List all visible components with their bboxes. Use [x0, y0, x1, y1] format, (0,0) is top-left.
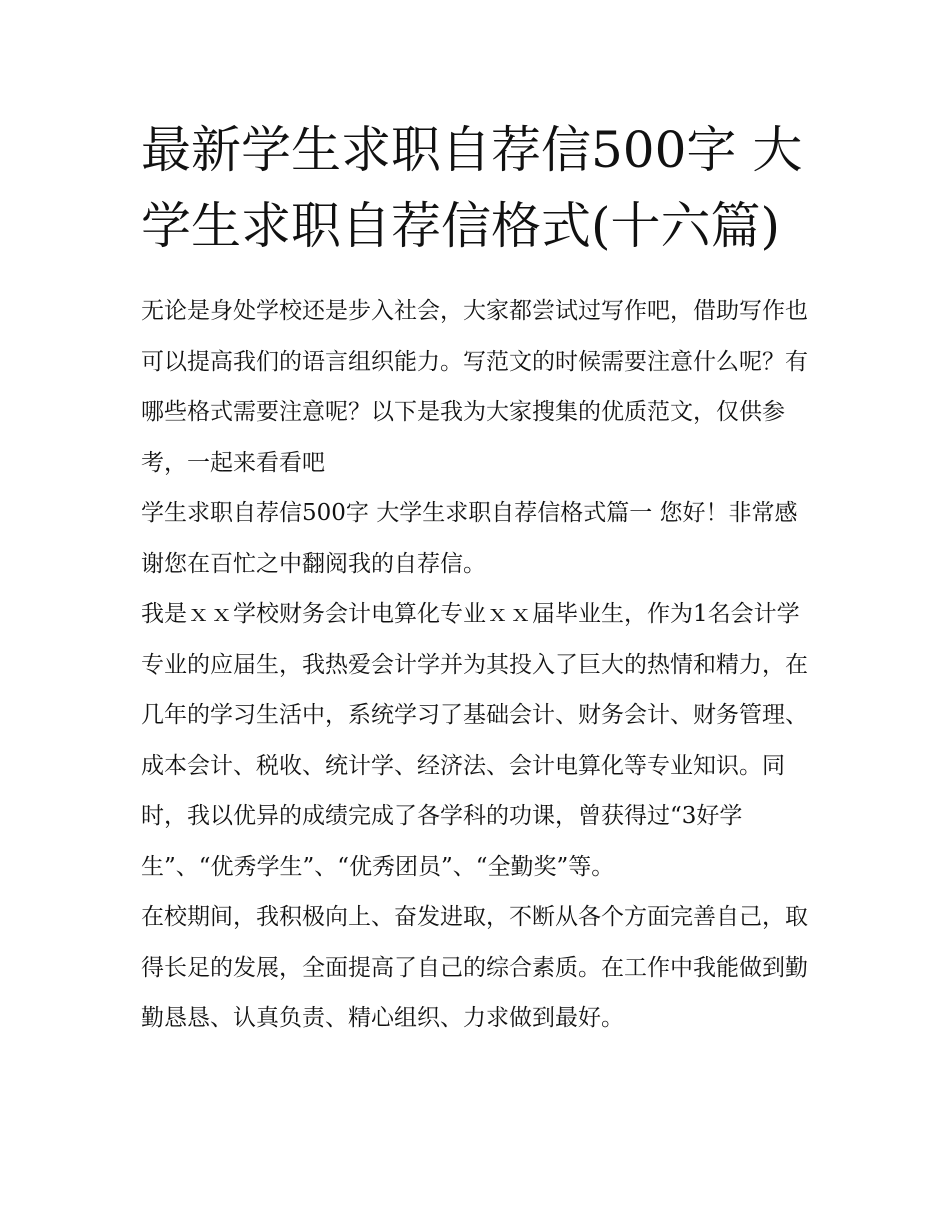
school-performance-paragraph: 在校期间，我积极向上、奋发进取，不断从各个方面完善自己，取得长足的发展，全面提高了自己的综合素质。在工作中我能做到勤勤恳恳、认真负责、精心组织、力求做到最好。 [141, 904, 808, 1031]
letter-opening-paragraph: 学生求职自荐信500字 大学生求职自荐信格式篇一 您好！非常感谢您在百忙之中翻阅我的自荐信。 [141, 500, 798, 577]
education-paragraph: 我是ｘｘ学校财务会计电算化专业ｘｘ届毕业生，作为1名会计学专业的应届生，我热爱会计学并为其投入了巨大的热情和精力，在几年的学习生活中，系统学习了基础会计、财务会计、财务管理、成本会计、税收、统计学、经济法、会计电算化等专业知识。同时，我以优异的成绩完成了各学科的功课，曾获得过“3好学生”、“优秀学生”、“优秀团员”、“全勤奖”等。 [141, 601, 808, 880]
document-page [141, 112, 813, 1044]
document-title: 最新学生求职自荐信500字 大学生求职自荐信格式(十六篇) [141, 121, 803, 255]
intro-paragraph: 无论是身处学校还是步入社会，大家都尝试过写作吧，借助写作也可以提高我们的语言组织能力。写范文的时候需要注意什么呢？有哪些格式需要注意呢？以下是我为大家搜集的优质范文，仅供参考，一起来看看吧 [141, 298, 808, 476]
